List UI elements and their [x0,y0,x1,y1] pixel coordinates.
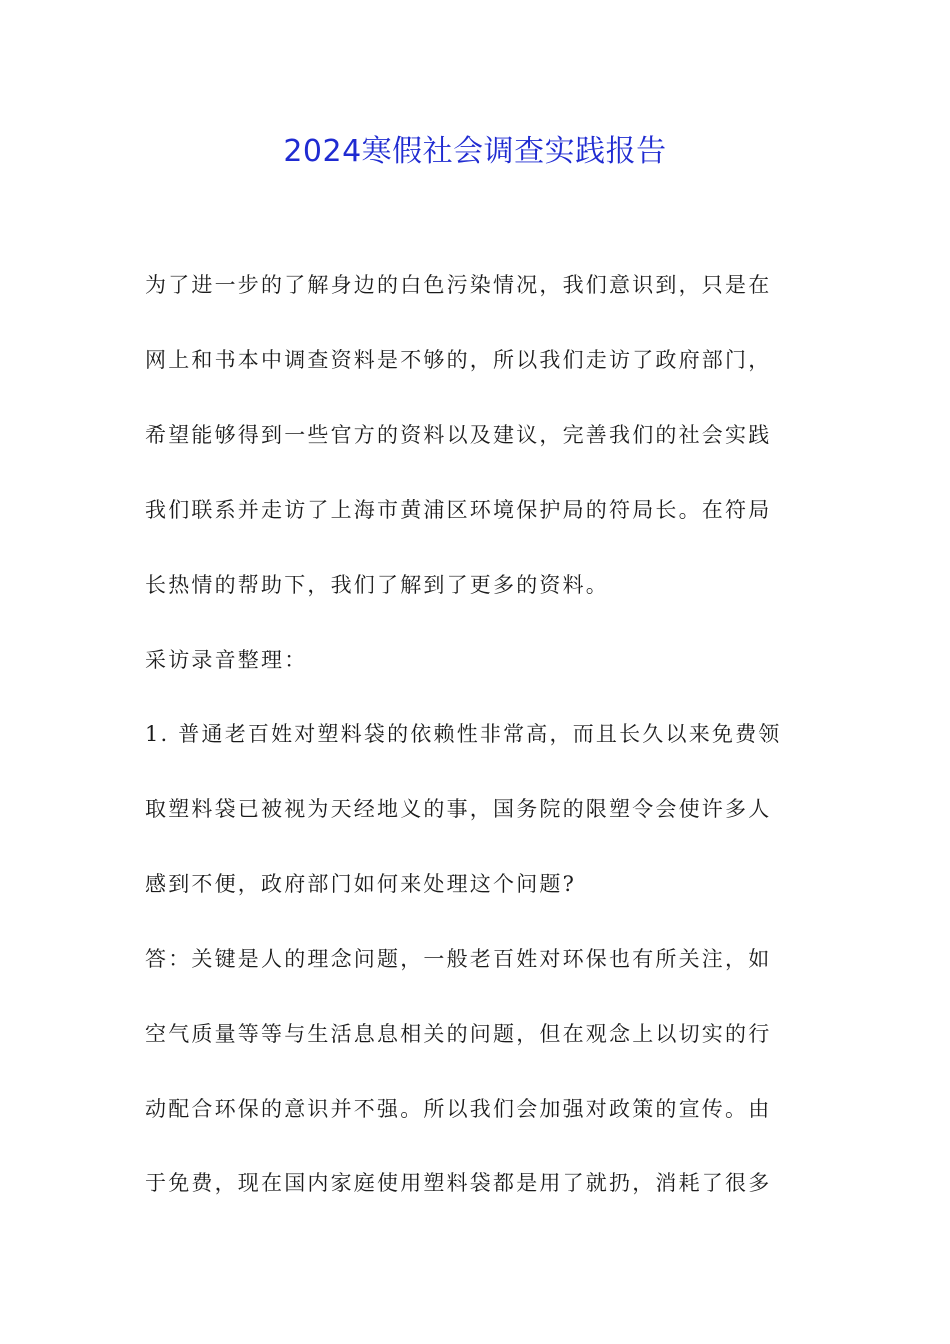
answer-line-4: 于免费，现在国内家庭使用塑料袋都是用了就扔，消耗了很多 [145,1171,772,1195]
answer-line-2: 空气质量等等与生活息息相关的问题，但在观念上以切实的行 [145,1022,772,1046]
answer-line-1: 答：关键是人的理念问题，一般老百姓对环保也有所关注，如 [145,947,772,971]
question-line-1: 1. 普通老百姓对塑料袋的依赖性非常高，而且长久以来免费领 [145,722,782,746]
body-line-3: 希望能够得到一些官方的资料以及建议，完善我们的社会实践 [145,423,772,447]
question-line-2: 取塑料袋已被视为天经地义的事，国务院的限塑令会使许多人 [145,797,772,821]
question-line-3: 感到不便，政府部门如何来处理这个问题? [145,872,577,896]
body-line-2: 网上和书本中调查资料是不够的，所以我们走访了政府部门， [145,348,772,372]
body-line-4: 我们联系并走访了上海市黄浦区环境保护局的符局长。在符局 [145,498,772,522]
body-line-5: 长热情的帮助下，我们了解到了更多的资料。 [145,573,609,597]
section-heading-interview: 采访录音整理： [145,648,308,672]
answer-line-3: 动配合环保的意识并不强。所以我们会加强对政策的宣传。由 [145,1097,772,1121]
body-line-1: 为了进一步的了解身边的白色污染情况，我们意识到，只是在 [145,273,772,297]
page-title: 2024寒假社会调查实践报告 [283,134,667,169]
